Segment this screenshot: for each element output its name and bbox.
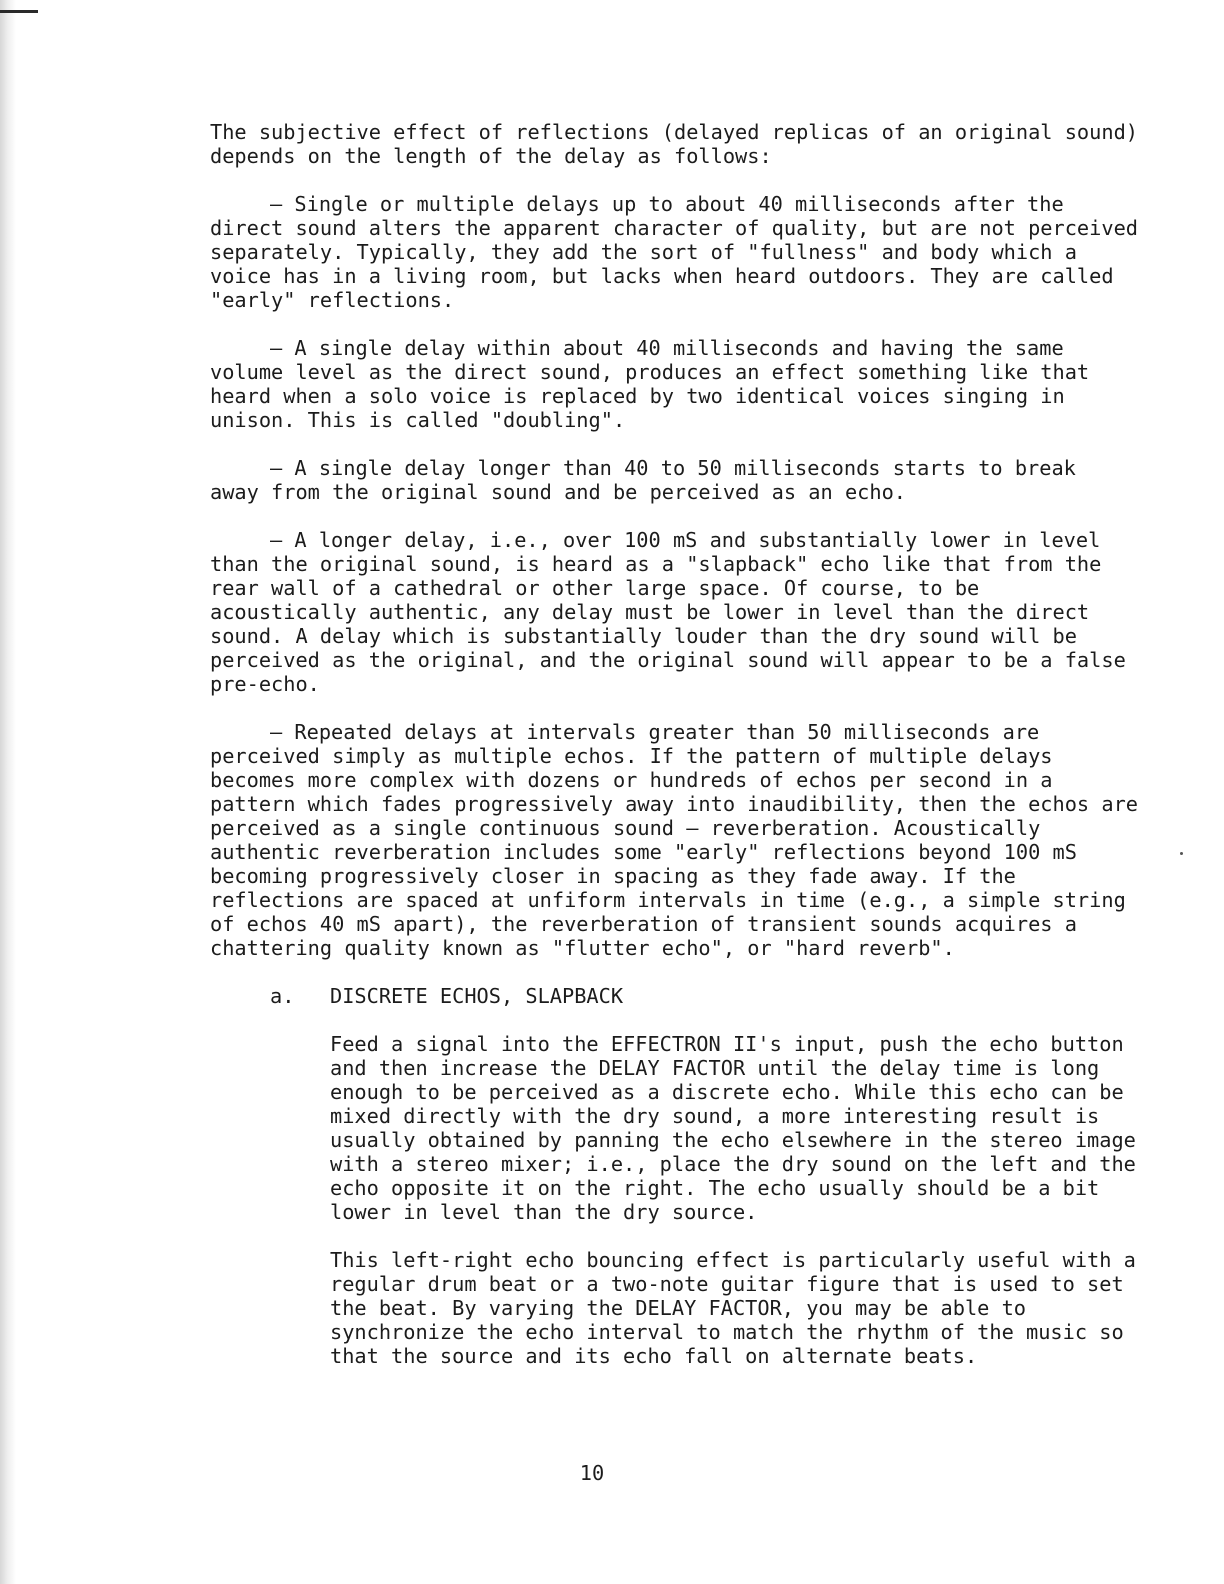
section-a-body xyxy=(210,1032,1136,1368)
section-a-paragraph-2 xyxy=(330,1248,1136,1368)
text-line: away from the original sound and be perceived as an echo. xyxy=(210,480,906,504)
text-line: separately. Typically, they add the sort of "fullness" and body which a xyxy=(210,240,1077,264)
text-line: volume level as the direct sound, produces an effect something like that xyxy=(210,360,1090,384)
text-line: becoming progressively closer in spacing as they fade away. If the xyxy=(210,864,1016,888)
text-line: This left-right echo bouncing effect is particularly useful with a xyxy=(330,1248,1136,1272)
early-reflections-paragraph xyxy=(210,192,1138,312)
text-line: perceived simply as multiple echos. If the pattern of multiple delays xyxy=(210,744,1053,768)
text-line: — A longer delay, i.e., over 100 mS and substantially lower in level xyxy=(270,528,1101,552)
text-line: chattering quality known as "flutter echo", or "hard reverb". xyxy=(210,936,955,960)
text-line: echo opposite it on the right. The echo usually should be a bit xyxy=(330,1176,1100,1200)
text-line: becomes more complex with dozens or hundreds of echos per second in a xyxy=(210,768,1053,792)
intro-paragraph xyxy=(210,120,1138,168)
text-line: synchronize the echo interval to match the rhythm of the music so xyxy=(330,1320,1124,1344)
text-line: The subjective effect of reflections (delayed replicas of an original sound) xyxy=(210,120,1138,144)
text-line: — A single delay longer than 40 to 50 milliseconds starts to break xyxy=(270,456,1076,480)
text-line: that the source and its echo fall on alternate beats. xyxy=(330,1344,978,1368)
text-line: direct sound alters the apparent character of quality, but are not perceived xyxy=(210,216,1138,240)
text-line: Feed a signal into the EFFECTRON II's input, push the echo button xyxy=(330,1032,1124,1056)
section-a-paragraph-1 xyxy=(330,1032,1136,1224)
text-line: pre-echo. xyxy=(210,672,320,696)
text-line: depends on the length of the delay as follows: xyxy=(210,144,772,168)
document-body xyxy=(210,120,1138,1392)
text-line: rear wall of a cathedral or other large space. Of course, to be xyxy=(210,576,980,600)
text-line: mixed directly with the dry sound, a more interesting result is xyxy=(330,1104,1100,1128)
text-line: — A single delay within about 40 milliseconds and having the same xyxy=(270,336,1064,360)
text-line: voice has in a living room, but lacks when heard outdoors. They are called xyxy=(210,264,1114,288)
text-line: regular drum beat or a two-note guitar figure that is used to set xyxy=(330,1272,1124,1296)
text-line: — Repeated delays at intervals greater than 50 milliseconds are xyxy=(270,720,1040,744)
reverberation-paragraph xyxy=(210,720,1138,960)
scan-top-mark xyxy=(0,10,38,13)
text-line: — Single or multiple delays up to about 40 milliseconds after the xyxy=(270,192,1064,216)
section-a-heading xyxy=(210,984,1130,1008)
text-line: of echos 40 mS apart), the reverberation of transient sounds acquires a xyxy=(210,912,1077,936)
text-line: perceived as a single continuous sound — reverberation. Acoustically xyxy=(210,816,1041,840)
section-a-title: DISCRETE ECHOS, SLAPBACK xyxy=(330,984,624,1008)
text-line: than the original sound, is heard as a "slapback" echo like that from the xyxy=(210,552,1102,576)
text-line: and then increase the DELAY FACTOR until the delay time is long xyxy=(330,1056,1100,1080)
text-line: authentic reverberation includes some "early" reflections beyond 100 mS xyxy=(210,840,1077,864)
text-line: heard when a solo voice is replaced by two identical voices singing in xyxy=(210,384,1065,408)
text-line: usually obtained by panning the echo elsewhere in the stereo image xyxy=(330,1128,1136,1152)
doubling-paragraph xyxy=(210,336,1130,432)
text-line: pattern which fades progressively away into inaudibility, then the echos are xyxy=(210,792,1138,816)
page-binding-edge xyxy=(0,0,16,1584)
text-line: the beat. By varying the DELAY FACTOR, you may be able to xyxy=(330,1296,1026,1320)
text-line: acoustically authentic, any delay must be lower in level than the direct xyxy=(210,600,1090,624)
text-line: enough to be perceived as a discrete echo. While this echo can be xyxy=(330,1080,1124,1104)
scan-speck xyxy=(1180,852,1183,855)
text-line: with a stereo mixer; i.e., place the dry sound on the left and the xyxy=(330,1152,1136,1176)
text-line: sound. A delay which is substantially louder than the dry sound will be xyxy=(210,624,1077,648)
text-line: lower in level than the dry source. xyxy=(330,1200,758,1224)
slapback-paragraph xyxy=(210,528,1130,696)
text-line: "early" reflections. xyxy=(210,288,455,312)
echo-paragraph xyxy=(210,456,1130,504)
page-number: 10 xyxy=(579,1461,605,1485)
text-line: reflections are spaced at unfiform intervals in time (e.g., a simple string xyxy=(210,888,1126,912)
text-line: unison. This is called "doubling". xyxy=(210,408,626,432)
section-a-label: a. xyxy=(270,984,295,1008)
text-line: perceived as the original, and the original sound will appear to be a false xyxy=(210,648,1126,672)
